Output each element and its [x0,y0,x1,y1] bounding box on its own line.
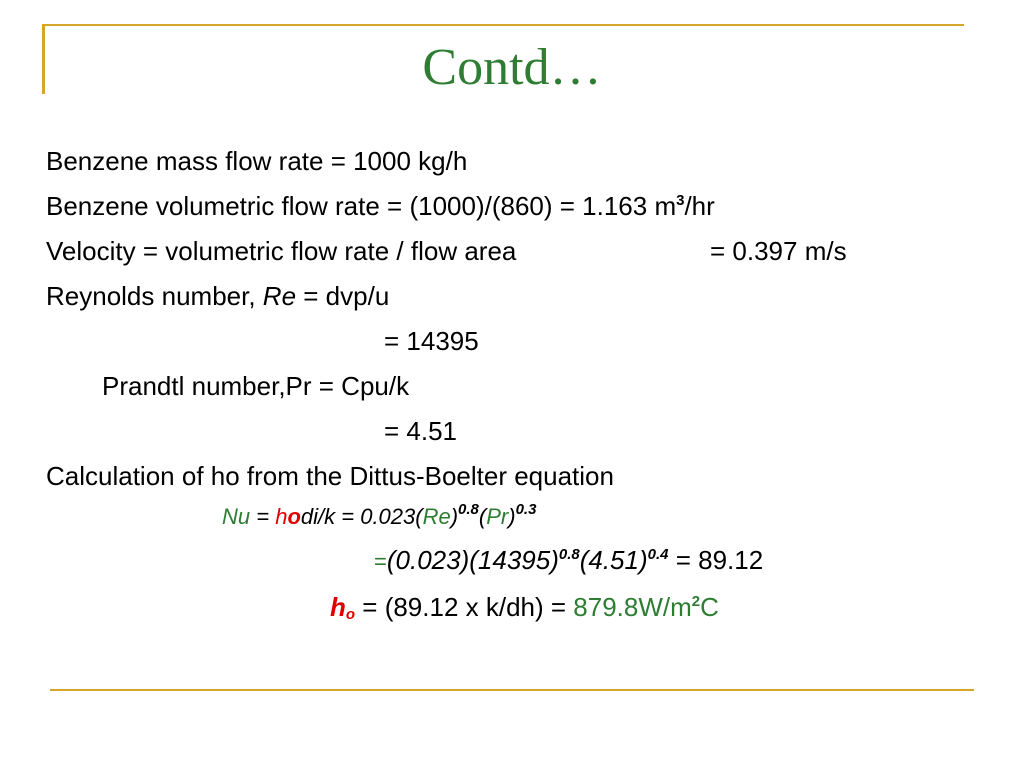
slide-title: Contd… [422,39,602,96]
h-subscript: o [287,504,301,529]
volumetric-flow-unit: /hr [684,191,715,221]
volumetric-flow-exponent: 3 [676,192,685,209]
calc-result: = 89.12 [668,545,764,575]
calc-exp2: 0.4 [647,546,669,563]
ho-value-exponent: 2 [691,593,701,610]
reynolds-value: = 14395 [384,326,479,356]
dittus-boelter-heading: Calculation of ho from the Dittus-Boelter equation [46,461,614,491]
nu-rest: di/k = 0.023( [300,504,423,529]
re-exponent: 0.8 [458,501,479,518]
ho-subscript: o [345,606,356,623]
ho-value: 879.8W/m [573,592,692,622]
nusselt-calculation [374,545,763,577]
reynolds-formula: = dvp/u [296,281,390,311]
ho-result-line [330,592,719,622]
pr-symbol: Pr [486,504,509,529]
velocity-line [46,236,847,266]
nusselt-equation [222,502,536,532]
calc-exp1: 0.8 [558,546,580,563]
calc-expr1: (0.023)(14395) [386,545,559,575]
velocity-value: = 0.397 m/s [710,236,847,266]
nu-symbol: Nu [222,504,251,529]
reynolds-symbol: Re [262,281,297,311]
h-symbol: h [275,504,288,529]
velocity-text: Velocity = volumetric flow rate / flow area [46,236,517,266]
frame-top-rule [42,24,964,26]
re-close: ) [450,504,459,529]
volumetric-flow-text: Benzene volumetric flow rate = (1000)/(860) = 1.163 m [46,191,677,221]
prandtl-line: Prandtl number,Pr = Cpu/k [102,371,410,401]
reynolds-text: Reynolds number, [46,281,263,311]
prandtl-value: = 4.51 [384,416,458,446]
volumetric-flow-line [46,191,715,221]
mass-flow-line: Benzene mass flow rate = 1000 kg/h [46,146,468,176]
re-symbol: Re [422,504,451,529]
pr-open: ( [478,504,487,529]
ho-symbol: h [330,592,346,622]
ho-formula: = (89.12 x k/dh) = [355,592,574,622]
ho-value-unit: C [700,592,719,622]
reynolds-line [46,281,389,311]
nu-equals: = [250,504,276,529]
pr-close: ) [508,504,516,529]
pr-exponent: 0.3 [515,501,537,518]
calc-equals: = [374,549,387,574]
calc-expr2: (4.51) [579,545,648,575]
bottom-rule [50,689,974,691]
